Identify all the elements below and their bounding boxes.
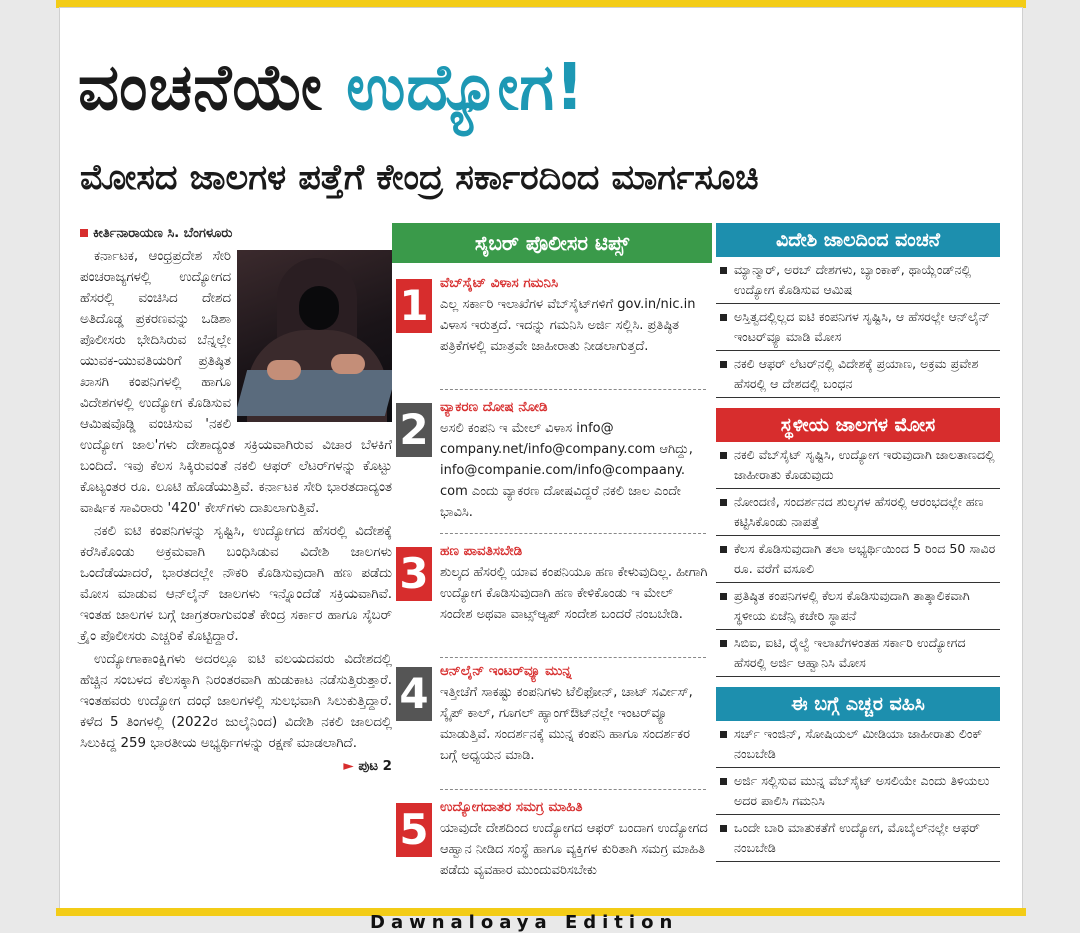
article-paragraph-3: ಉದ್ಯೋಗಾಕಾಂಕ್ಷಿಗಳು ಅದರಲ್ಲೂ ಐಟಿ ವಲಯದವರು ವಿದೇಶದಲ್ಲಿ ಹೆಚ್ಚಿನ ಸಂಬಳದ ಕೆಲಸಕ್ಕಾಗಿ ನಿರಂತರವಾಗಿ ಹುಡುಕಾಟ ನಡೆಸುತ್ತಿರುತ್ತಾರೆ. ಇಂತಹವರು ಉದ್ಯೋಗ ದಂಧೆ ಜಾಲಗಳಲ್ಲಿ ಸುಲಭವಾಗಿ ಸಿಲುಕುತ್ತಿದ್ದಾರೆ. ಕಳೆದ 5 ತಿಂಗಳಲ್ಲಿ (2022ರ ಜುಲೈನಿಂದ) ವಿದೇಶಿ ನಕಲಿ ಜಾಲದಲ್ಲಿ ಸಿಲುಕಿದ್ದ 259 ಭಾರತೀಯ ಅಭ್ಯರ್ಥಿಗಳನ್ನು ರಕ್ಷಣೆ ಮಾಡಲಾಗಿದೆ. [80,652,392,751]
article-paragraph-1: ಕರ್ನಾಟಕ, ಆಂಧ್ರಪ್ರದೇಶ ಸೇರಿ ಪಂಚರಾಜ್ಯಗಳಲ್ಲಿ ಉದ್ಯೋಗದ ಹೆಸರಲ್ಲಿ ವಂಚಿಸಿದ ದೇಶದ ಅತಿದೊಡ್ಡ ಪ್ರಕರಣವನ್ನು ಒಡಿಶಾ ಪೊಲೀಸರು ಭೇದಿಸಿರುವ ಬೆನ್ನಲ್ಲೇ ಯುವಕ-ಯುವತಿಯರಿಗೆ ಪ್ರತಿಷ್ಠಿತ ಖಾಸಗಿ ಕಂಪನಿಗಳಲ್ಲಿ ಹಾಗೂ ವಿದೇಶಗಳಲ್ಲಿ ಉದ್ಯೋಗ ಕೊಡಿಸುವ ಆಮಿಷವೊಡ್ಡಿ ವಂಚಿಸುವ 'ನಕಲಿ ಉದ್ಯೋಗ ಜಾಲ'ಗಳು ದೇಶಾದ್ಯಂತ ಸಕ್ರಿಯವಾಗಿರುವ ವಿಚಾರ ಬೆಳಕಿಗೆ ಬಂದಿದೆ. ಇವು ಕೆಲಸ ಸಿಕ್ಕಿರುವಂತೆ ನಕಲಿ ಆಫರ್ ಲೆಟರ್‌ಗಳನ್ನು ಕೊಟ್ಟು ಕೊಟ್ಯಂತರ ರೂ. ಲೂಟಿ ಹೊಡೆಯುತ್ತಿವೆ. ಕರ್ನಾಟಕ ಸೇರಿ ಭಾರತದಾದ್ಯಂತ ವಾರ್ಷಿಕ ಸಾವಿರಾರು '420' ಕೇಸ್‌ಗಳು ದಾಖಲಾಗುತ್ತಿವೆ. [80,249,392,516]
local-fraud-item: ನಕಲಿ ವೆಬ್‌ಸೈಟ್ ಸೃಷ್ಟಿಸಿ, ಉದ್ಯೋಗ ಇರುವುದಾಗಿ ಜಾಲತಾಣದಲ್ಲಿ ಜಾಹೀರಾತು ಕೊಡುವುದು [716,442,1000,489]
article-photo-hacker [237,250,392,422]
caution-item: ಅರ್ಜಿ ಸಲ್ಲಿಸುವ ಮುನ್ನ ವೆಬ್‌ಸೈಟ್ ಅಸಲಿಯೇ ಎಂದು ತಿಳಿಯಲು ಅದರ ಪಾಲಿಸಿ ಗಮನಿಸಿ [716,768,1000,815]
tip-2 [396,399,710,539]
right-sidebar [716,223,1000,862]
continue-arrow-icon: ► [343,759,359,774]
tip-5-number: 5 [396,803,432,857]
caution-item: ಒಂದೇ ಬಾರಿ ಮಾತುಕತೆಗೆ ಉದ್ಯೋಗ, ಮೊಬೈಲ್‌ನಲ್ಲೇ ಆಫರ್ ನಂಬಬೇಡಿ [716,815,1000,862]
tip-4-number: 4 [396,667,432,721]
tip-5 [396,799,710,911]
tip-1 [396,275,710,395]
cyber-tips-box [392,223,712,913]
tip-1-number: 1 [396,279,432,333]
caution-header: ಈ ಬಗ್ಗೆ ಎಚ್ಚರ ವಹಿಸಿ [716,687,1000,721]
local-fraud-item: ನೋಂದಣಿ, ಸಂದರ್ಶನದ ಶುಲ್ಕಗಳ ಹೆಸರಲ್ಲಿ ಆರಂಭದಲ್ಲೇ ಹಣ ಕಟ್ಟಿಸಿಕೊಂಡು ನಾಪತ್ತೆ [716,489,1000,536]
local-fraud-item: ಪ್ರತಿಷ್ಠಿತ ಕಂಪನಿಗಳಲ್ಲಿ ಕೆಲಸ ಕೊಡಿಸುವುದಾಗಿ ತಾತ್ಕಾಲಿಕವಾಗಿ ಸ್ಥಳೀಯ ಏಜೆನ್ಸಿ ಕಚೇರಿ ಸ್ಥಾಪನೆ [716,583,1000,630]
cyber-tips-header: ಸೈಬರ್ ಪೊಲೀಸರ ಟಿಪ್ಸ್ [392,223,712,263]
byline-bullet-icon [80,229,88,237]
tip-3-text: ಶುಲ್ಕದ ಹೆಸರಲ್ಲಿ ಯಾವ ಕಂಪನಿಯೂ ಹಣ ಕೇಳುವುದಿಲ್ಲ. ಹೀಗಾಗಿ ಉದ್ಯೋಗ ಕೊಡಿಸುವುದಾಗಿ ಹಣ ಕೇಳಿಕೊಂಡು ಇ ಮೇಲ್ ಸಂದೇಶ ಅಥವಾ ವಾಟ್ಸ್‌ಆ್ಯಪ್ ಸಂದೇಶ ಬಂದರೆ ನಂಬಬೇಡಿ. [440,565,708,622]
tip-4-title: ಆನ್‌ಲೈನ್ ಇಂಟರ್‌ವ್ಯೂ ಮುನ್ನ [440,663,572,679]
tip-2-title: ವ್ಯಾಕರಣ ದೋಷ ನೋಡಿ [440,399,548,415]
headline [78,48,1008,128]
tip-1-title: ವೆಬ್‌ಸೈಟ್ ವಿಳಾಸ ಗಮನಿಸಿ [440,275,559,291]
byline [80,223,392,244]
foreign-fraud-item: ಮ್ಯಾನ್ಮಾರ್, ಅರಬ್ ದೇಶಗಳು, ಬ್ಯಾಂಕಾಕ್, ಥಾಯ್ಲೆಂಡ್‌ನಲ್ಲಿ ಉದ್ಯೋಗ ಕೊಡಿಸುವ ಆಮಿಷ [716,257,1000,304]
tip-2-text: ಅಸಲಿ ಕಂಪನಿ ಇ ಮೇಲ್ ವಿಳಾಸ info@ company.net/info@company.com ಆಗಿದ್ದು, info@companie.com/info@compaany. com ಎಂದು ವ್ಯಾಕರಣ ದೋಷವಿದ್ದರೆ ನಕಲಿ ಜಾಲ ಎಂದೇ ಭಾವಿಸಿ. [440,421,693,520]
article-column [80,223,392,777]
tip-5-title: ಉದ್ಯೋಗದಾತರ ಸಮಗ್ರ ಮಾಹಿತಿ [440,799,583,815]
newspaper-page [60,8,1022,908]
subheadline: ಮೋಸದ ಜಾಲಗಳ ಪತ್ತೆಗೆ ಕೇಂದ್ರ ಸರ್ಕಾರದಿಂದ ಮಾರ್ಗಸೂಚಿ [80,158,759,198]
foreign-fraud-header: ವಿದೇಶಿ ಜಾಲದಿಂದ ವಂಚನೆ [716,223,1000,257]
page-ref-text: ಪುಟ 2 [358,759,392,774]
tip-3-title: ಹಣ ಪಾವತಿಸಬೇಡಿ [440,543,523,559]
tip-1-text: ಎಲ್ಲ ಸರ್ಕಾರಿ ಇಲಾಖೆಗಳ ವೆಬ್‌ಸೈಟ್‌ಗಳಿಗೆ gov.in/nic.in ವಿಳಾಸ ಇರುತ್ತದೆ. ಇದನ್ನು ಗಮನಿಸಿ ಅರ್ಜಿ ಸಲ್ಲಿಸಿ. ಪ್ರತಿಷ್ಠಿತ ಪತ್ರಿಕೆಗಳಲ್ಲಿ ಮಾತ್ರವೇ ಜಾಹೀರಾತು ನೀಡಲಾಗುತ್ತದೆ. [440,297,696,354]
byline-text: ಕೀರ್ತಿನಾರಾಯಣ ಸಿ. ಬೆಂಗಳೂರು [93,226,233,241]
continued-page-ref [80,756,392,777]
tip-4 [396,663,710,795]
tip-3 [396,543,710,663]
tip-4-text: ಇತ್ತೀಚೆಗೆ ಸಾಕಷ್ಟು ಕಂಪನಿಗಳು ಟೆಲಿಫೋನ್, ಚಾಟ್ ಸರ್ವೀಸ್, ಸ್ಕೈಪ್ ಕಾಲ್, ಗೂಗಲ್ ಹ್ಯಾಂಗ್‌ಔಟ್‌ನಲ್ಲೇ ಇಂಟರ್‌ವ್ಯೂ ಮಾಡುತ್ತಿವೆ. ಸಂದರ್ಶನಕ್ಕೆ ಮುನ್ನ ಕಂಪನಿ ಹಾಗೂ ಸಂದರ್ಶಕರ ಬಗ್ಗೆ ಅಧ್ಯಯನ ಮಾಡಿ. [440,685,693,763]
tip-3-number: 3 [396,547,432,601]
local-fraud-header: ಸ್ಥಳೀಯ ಜಾಲಗಳ ಮೋಸ [716,408,1000,442]
article-paragraph-2: ನಕಲಿ ಐಟಿ ಕಂಪನಿಗಳನ್ನು ಸೃಷ್ಟಿಸಿ, ಉದ್ಯೋಗದ ಹೆಸರಲ್ಲಿ ವಿದೇಶಕ್ಕೆ ಕರೆಸಿಕೊಂಡು ಅಕ್ರಮವಾಗಿ ಬಂಧಿಸಿಡುವ ವಿದೇಶಿ ಜಾಲಗಳು ಒಂದೆಡೆಯಾದರೆ, ಭಾರತದಲ್ಲೇ ನೌಕರಿ ಕೊಡಿಸುವುದಾಗಿ ಹಣ ಪಡೆದು ಮೋಸ ಮಾಡುವ ಆನ್‌ಲೈನ್ ಜಾಲಗಳು ಇನ್ನೊಂದೆಡೆ ಸಕ್ರಿಯವಾಗಿವೆ. ಇಂತಹ ಜಾಲಗಳ ಬಗ್ಗೆ ಜಾಗ್ರತರಾಗುವಂತೆ ಕೇಂದ್ರ ಸರ್ಕಾರ ಹಾಗೂ ಸೈಬರ್ ಕ್ರೈಂ ಪೊಲೀಸರು ಎಚ್ಚರಿಕೆ ಕೊಟ್ಟಿದ್ದಾರೆ. [80,524,392,644]
foreign-fraud-item: ಅಸ್ತಿತ್ವದಲ್ಲಿಲ್ಲದ ಐಟಿ ಕಂಪನಿಗಳ ಸೃಷ್ಟಿಸಿ, ಆ ಹೆಸರಲ್ಲೇ ಆನ್‌ಲೈನ್ ಇಂಟರ್‌ವ್ಯೂ ಮಾಡಿ ಮೋಸ [716,304,1000,351]
headline-part-2: ಉದ್ಯೋಗ! [346,51,586,125]
headline-part-1: ವಂಚನೆಯೇ [78,51,347,125]
top-frame-bar [56,0,1026,8]
local-fraud-item: ಕೆಲಸ ಕೊಡಿಸುವುದಾಗಿ ತಲಾ ಅಭ್ಯರ್ಥಿಯಿಂದ 5 ರಿಂದ 50 ಸಾವಿರ ರೂ. ವರೆಗೆ ವಸೂಲಿ [716,536,1000,583]
tip-2-number: 2 [396,403,432,457]
caution-item: ಸರ್ಚ್ ಇಂಜಿನ್, ಸೋಷಿಯಲ್ ಮೀಡಿಯಾ ಜಾಹೀರಾತು ಲಿಂಕ್ ನಂಬಬೇಡಿ [716,721,1000,768]
tip-5-text: ಯಾವುದೇ ದೇಶದಿಂದ ಉದ್ಯೋಗದ ಆಫರ್ ಬಂದಾಗ ಉದ್ಯೋಗದ ಆಹ್ವಾನ ನೀಡಿದ ಸಂಸ್ಥೆ ಹಾಗೂ ವ್ಯಕ್ತಿಗಳ ಕುರಿತಾಗಿ ಸಮಗ್ರ ಮಾಹಿತಿ ಪಡೆದು ವ್ಯವಹಾರ ಮುಂದುವರಿಸಬೇಕು [440,821,708,878]
local-fraud-item: ಸಿಬಿಐ, ಐಟಿ, ರೈಲ್ವೆ ಇಲಾಖೆಗಳಂತಹ ಸರ್ಕಾರಿ ಉದ್ಯೋಗದ ಹೆಸರಲ್ಲಿ ಅರ್ಜಿ ಆಹ್ವಾನಿಸಿ ಮೋಸ [716,630,1000,677]
footer-watermark: Dawnaloaya Edition [370,912,679,933]
foreign-fraud-item: ನಕಲಿ ಆಫರ್ ಲೆಟರ್‌ನಲ್ಲಿ ವಿದೇಶಕ್ಕೆ ಪ್ರಯಾಣ, ಅಕ್ರಮ ಪ್ರವೇಶ ಹೆಸರಲ್ಲಿ ಆ ದೇಶದಲ್ಲಿ ಬಂಧನ [716,351,1000,398]
